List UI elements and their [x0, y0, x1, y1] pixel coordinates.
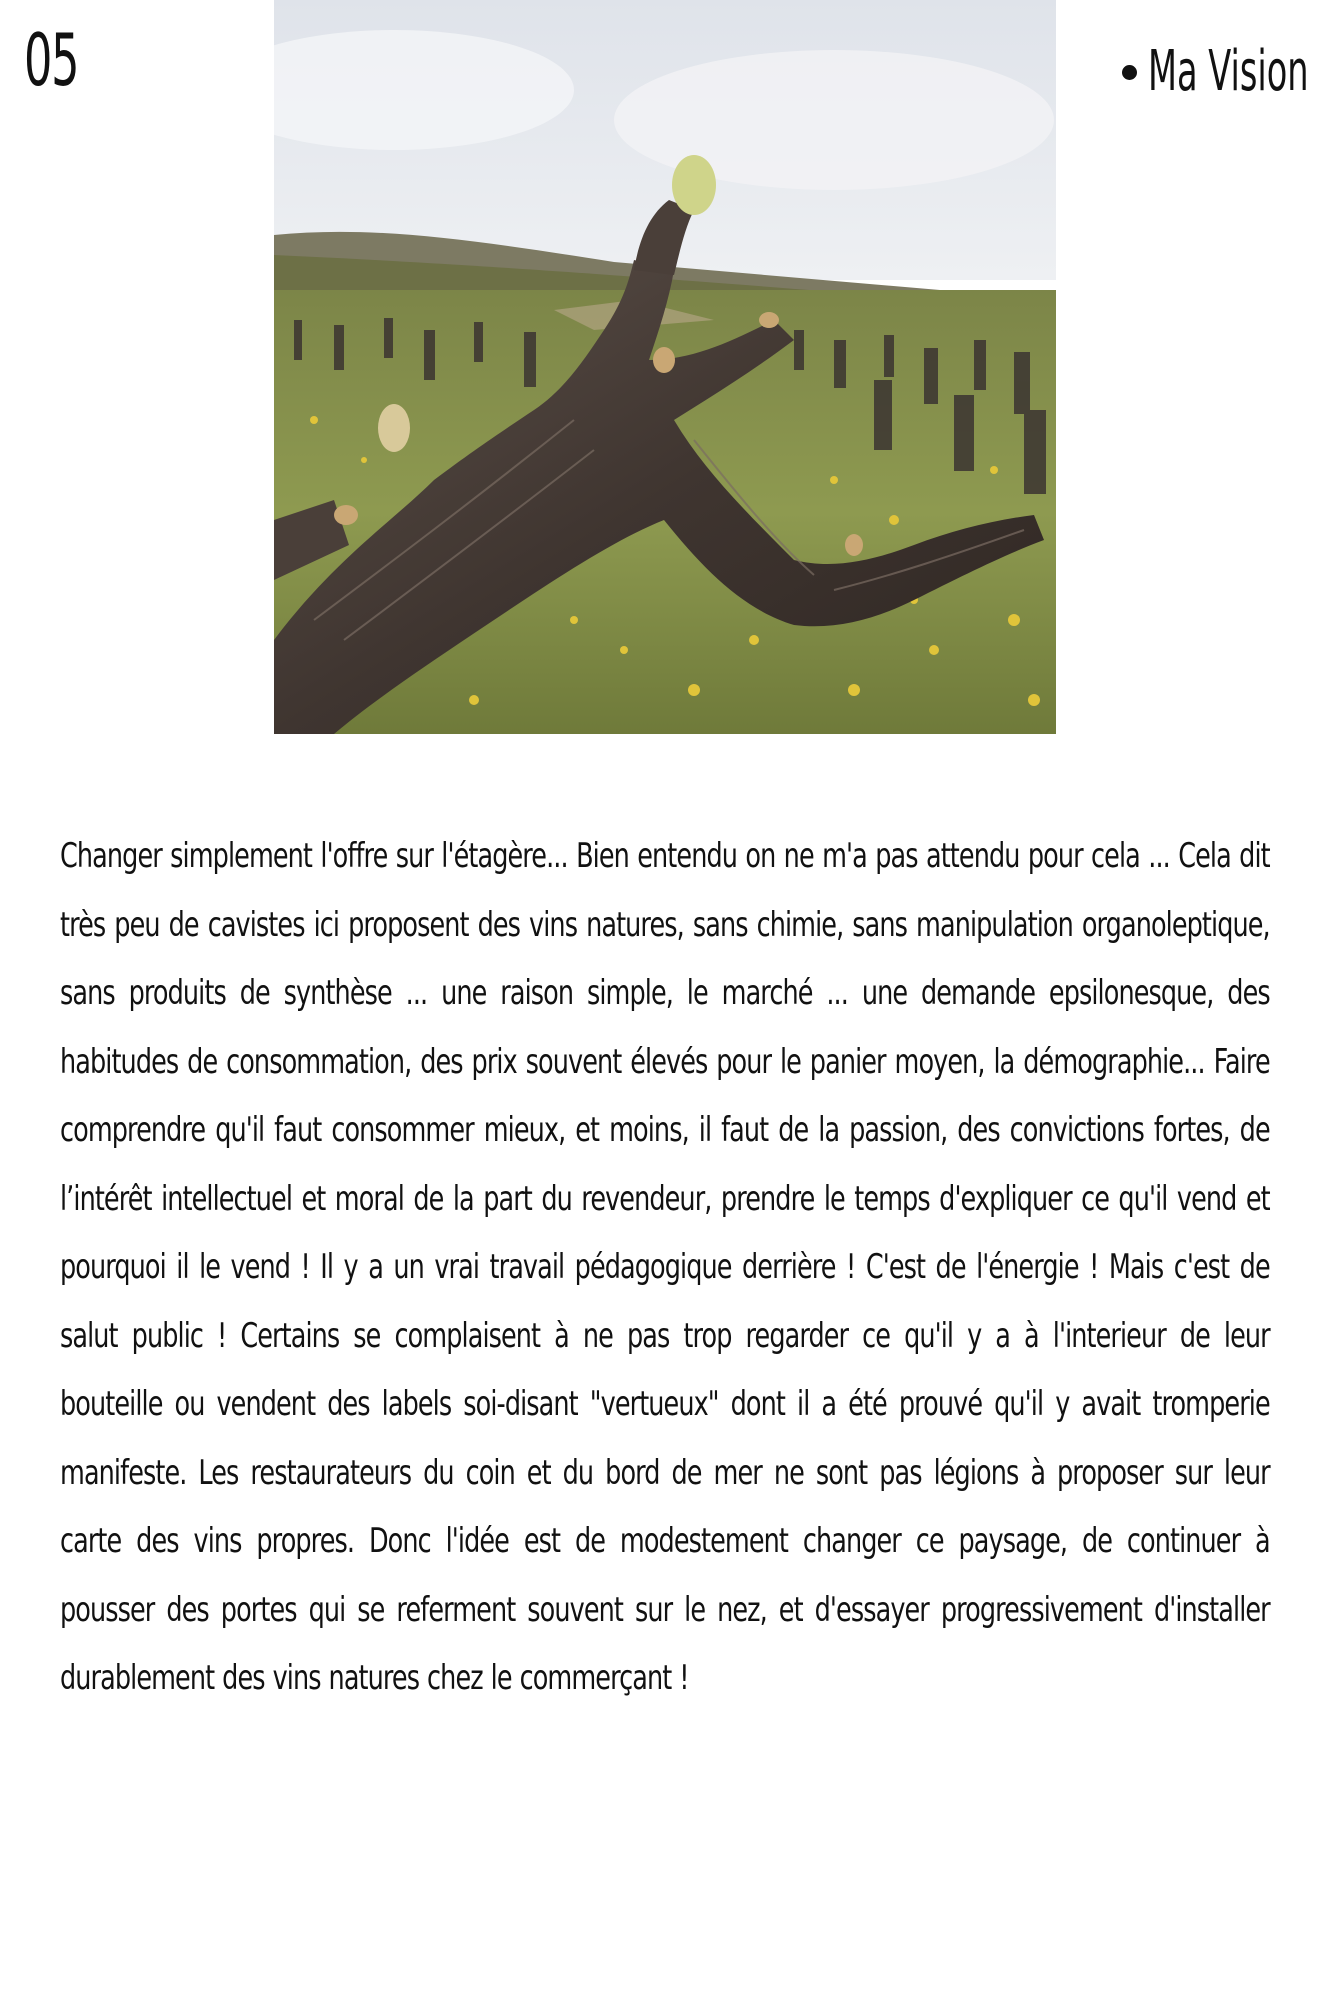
vineyard-vine-photo-icon — [274, 0, 1056, 734]
bullet-icon — [1122, 65, 1137, 80]
page-number: 05 — [24, 18, 79, 102]
section-heading — [1122, 39, 1309, 104]
body-paragraph-text: Changer simplement l'offre sur l'étagère... Bien entendu on ne m'a pas attendu pour cela ... Cela dit très peu de cavistes ici proposent des vins natures, sans chimie, sans manipulation organoleptique, sans produits de synthèse ... une raison simple, le marché ... une demande epsilonesque, des habitudes de consommation, des prix souvent élevés pour le panier moyen, la démographie... Faire comprendre qu'il faut consommer mieux, et moins, il faut de la passion, des convictions fortes, de l’intérêt intellectuel et moral de la part du revendeur, prendre le temps d'expliquer ce qu'il vend et pourquoi il le vend ! Il y a un vrai travail pédagogique derrière ! C'est de l'énergie ! Mais c'est de salut public ! Certains se complaisent à ne pas trop regarder ce qu'il y a à l'interieur de leur bouteille ou vendent des labels soi-disant "vertueux" dont il a été prouvé qu'il y avait tromperie manifeste. Les restaurateurs du coin et du bord de mer ne sont pas légions à proposer sur leur carte des vins propres. Donc l'idée est de modestement changer ce paysage, de continuer à pousser des portes qui se referment souvent sur le nez, et d'essayer progressivement d'installer durablement des vins natures chez le commerçant ! — [60, 836, 1270, 1698]
section-title: Ma Vision — [1148, 39, 1309, 104]
body-paragraph — [60, 822, 1270, 1713]
vineyard-photo — [274, 0, 1056, 734]
